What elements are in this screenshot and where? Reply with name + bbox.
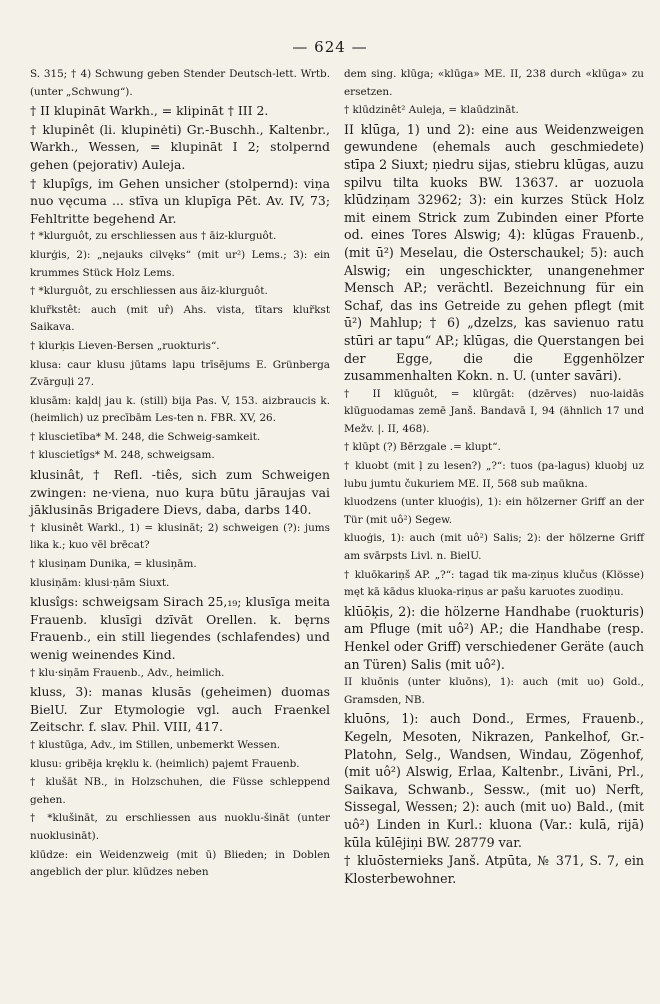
dictionary-entry: klusinât, † Refl. -tiês, sich zum Schweigen zwingen: ne·viena, nuo kuŗa būtu jāraujas vai jāklusinās Brigadere Dievs, daba, darbs 140. — [30, 467, 330, 518]
dictionary-entry: klusîgs: schweigsam Sirach 25,₁₉; klusīga meita Frauenb. klusīgi dzīvāt Orellen. k. bęrns Frauenb., ein still liegendes (schlafendes) und wenig weinendes Kind. — [30, 594, 330, 662]
dictionary-entry: † klurķis Lieven-Bersen „ruokturis“. — [30, 339, 220, 352]
dictionary-entry: klusa: caur klusu jūtams lapu trīsējums E. Grünberga Zvārguļi 27. — [30, 358, 330, 389]
dictionary-entry: † klupîgs, im Gehen unsicher (stolpernd): viņa nuo vęcuma ... stīva un klupīga Pēt. Av. IV, 73; Fehltritte begehend Ar. — [30, 175, 330, 226]
dictionary-entry: † klusiņam Dunika, = klusiņām. — [30, 558, 197, 571]
dictionary-entry: klusiņām: klusi·ņām Siuxt. — [30, 576, 170, 589]
dictionary-entry: II klūga, 1) und 2): eine aus Weidenzweigen gewundene (ehemals auch geschmiedete) stīpa 2 Siuxt; ņiedru sijas, stiebru klūgas, auzu spilvu tilta kuoks BW. 13637. ar uozuola klūdziņam 32962; 3): ein kurzes Stück Holz mit einem Strick zum Zubinden einer Pforte od. eines Tores Alswig; 4): klūgas Frauenb., (mit ū²) Meselau, die Osterschaukel; 5): auch Alswig; ein ungeschickter, unangenehmer Mensch AP.; verächtl. Bezeichnung für ein Schaf, das ins Getreide zu gehen pflegt (mit ū²) Mahlup; † 6) „dzelzs, kas savienuo ratu stūri ar tapu“ AP.; klūgas, die Querstangen bei der Egge, die die Eggenhölzer zusammenhalten Kokn. n. U. (unter savāri). — [344, 121, 644, 384]
dictionary-entry: klūdze: ein Weidenzweig (mit ū) Blieden; in Doblen angeblich der plur. klūdzes neben — [30, 848, 330, 879]
right-column — [344, 66, 644, 996]
dictionary-entry: kluodzens (unter kluoģis), 1): ein hölzerner Griff an der Tür (mit uô²) Segew. — [344, 496, 644, 526]
dictionary-entry: † klu·siņām Frauenb., Adv., heimlich. — [30, 666, 225, 679]
dictionary-entry: † klupinêt (li. klupinėti) Gr.-Buschh., Kaltenbr., Warkh., Wessen, = klupināt I 2; stolpernd gehen (pejorativ) Auleja. — [30, 121, 330, 172]
dictionary-entry: klusu: gribēja kręklu k. (heimlich) pajemt Frauenb. — [30, 757, 300, 770]
dictionary-entry: klurģis, 2): „nejauks cilvęks“ (mit ur²) Lems.; 3): ein krummes Stück Holz Lems. — [30, 248, 330, 279]
left-column — [30, 66, 330, 996]
dictionary-entry: II kluōnis (unter kluōns), 1): auch (mit uo) Gold., Gramsden, NB. — [344, 676, 644, 706]
dictionary-entry: klur̃kstêt: auch (mit ur̂) Ahs. vista, tītars klur̃kst Saikava. — [30, 303, 330, 334]
dictionary-entry: † *klurguôt, zu erschliessen aus † āiz-klurguôt. — [30, 230, 277, 243]
dictionary-entry: S. 315; † 4) Schwung geben Stender Deutsch-lett. Wrtb. (unter „Schwung“). — [30, 68, 330, 98]
dictionary-entry: dem sing. klūga; «klūga» ME. II, 238 durch «klūga» zu ersetzen. — [344, 68, 644, 98]
dictionary-entry: † klūdzinêt² Auleja, = klaūdzināt. — [344, 104, 519, 117]
page-number: — 624 — — [292, 38, 368, 56]
dictionary-entry: † klūpt (?) Bērzgale .= klupt“. — [344, 441, 501, 454]
dictionary-entry: klusām: kaļd| jau k. (still) bija Pas. V, 153. aizbraucis k. (heimlich) uz precībām Les-ten n. FBR. XV, 26. — [30, 394, 330, 425]
dictionary-entry: kluss, 3): manas klusās (geheimen) duomas BielU. Zur Etymologie vgl. auch Fraenkel Zeitschr. f. slav. Phil. VIII, 417. — [30, 684, 330, 735]
dictionary-entry: † *klurguôt, zu erschliessen aus āiz-klurguôt. — [30, 285, 268, 298]
dictionary-entry: † kluōkariņš AP. „?“: tagad tik ma-ziņus klučus (Klösse) męt kā kādus kluoka-riņus ar pašu karuotes zuodiņu. — [344, 568, 644, 599]
dictionary-entry: † klustūga, Adv., im Stillen, unbemerkt Wessen. — [30, 738, 281, 751]
dictionary-entry: klūōķis, 2): die hölzerne Handhabe (ruokturis) am Pfluge (mit uô²) AP.; die Handhabe (resp. Henkel oder Griff) verschiedener Geräte (auch an Türen) Salis (mit uô²). — [344, 603, 644, 672]
dictionary-entry: † klušāt NB., in Holzschuhen, die Füsse schleppend gehen. — [30, 776, 330, 806]
dictionary-entry: † *klušināt, zu erschliessen aus nuoklu-šināt (unter nuoklusināt). — [30, 812, 330, 842]
dictionary-entry: † kluscietîgs* M. 248, schweigsam. — [30, 449, 215, 462]
dictionary-entry: † II klupināt Warkh., = klipināt † III 2. — [30, 103, 269, 119]
dictionary-entry: † II klūguôt, = klūrgāt: (dzērves) nuo-laidās klūguodamas zemē Janš. Bandavā I, 94 (ähnlich 17 und Mežv. |. II, 468). — [344, 387, 644, 435]
dictionary-entry: kluōns, 1): auch Dond., Ermes, Frauenb., Kegeln, Mesoten, Nikrazen, Pankelhof, Gr.-Platohn, Selg., Wandsen, Windau, Zögenhof, (mit uô²) Alswig, Erlaa, Kaltenbr., Livāni, Prl., Saikava, Schwanb., Sessw., (mit uo) Nerft, Sissegal, Wessen; 2): auch (mit uo) Bald., (mit uô²) Linden in Kurl.: kluona (Var.: kulā, rijā) kūla kūlējiņi BW. 28779 var. — [344, 711, 644, 850]
dictionary-entry: kluoģis, 1): auch (mit uô²) Salis; 2): der hölzerne Griff am svārpsts Livl. n. BielU. — [344, 532, 644, 563]
dictionary-entry: † kluobt (mit ļ zu lesen?) „?“: tuos (pa-lagus) kluobj uz lubu jumtu čukuriem ME. II, 568 sub maūkna. — [344, 460, 644, 490]
text-columns — [30, 66, 644, 996]
dictionary-entry: † kluōsternieks Janš. Atpūta, № 371, S. 7, ein Klosterbewohner. — [344, 853, 644, 886]
dictionary-entry: † klusinêt Warkl., 1) = klusināt; 2) schweigen (?): jums lika k.; kuo vēl brēcat? — [30, 521, 330, 552]
dictionary-entry: † kluscietība* M. 248, die Schweig-samkeit. — [30, 430, 261, 443]
